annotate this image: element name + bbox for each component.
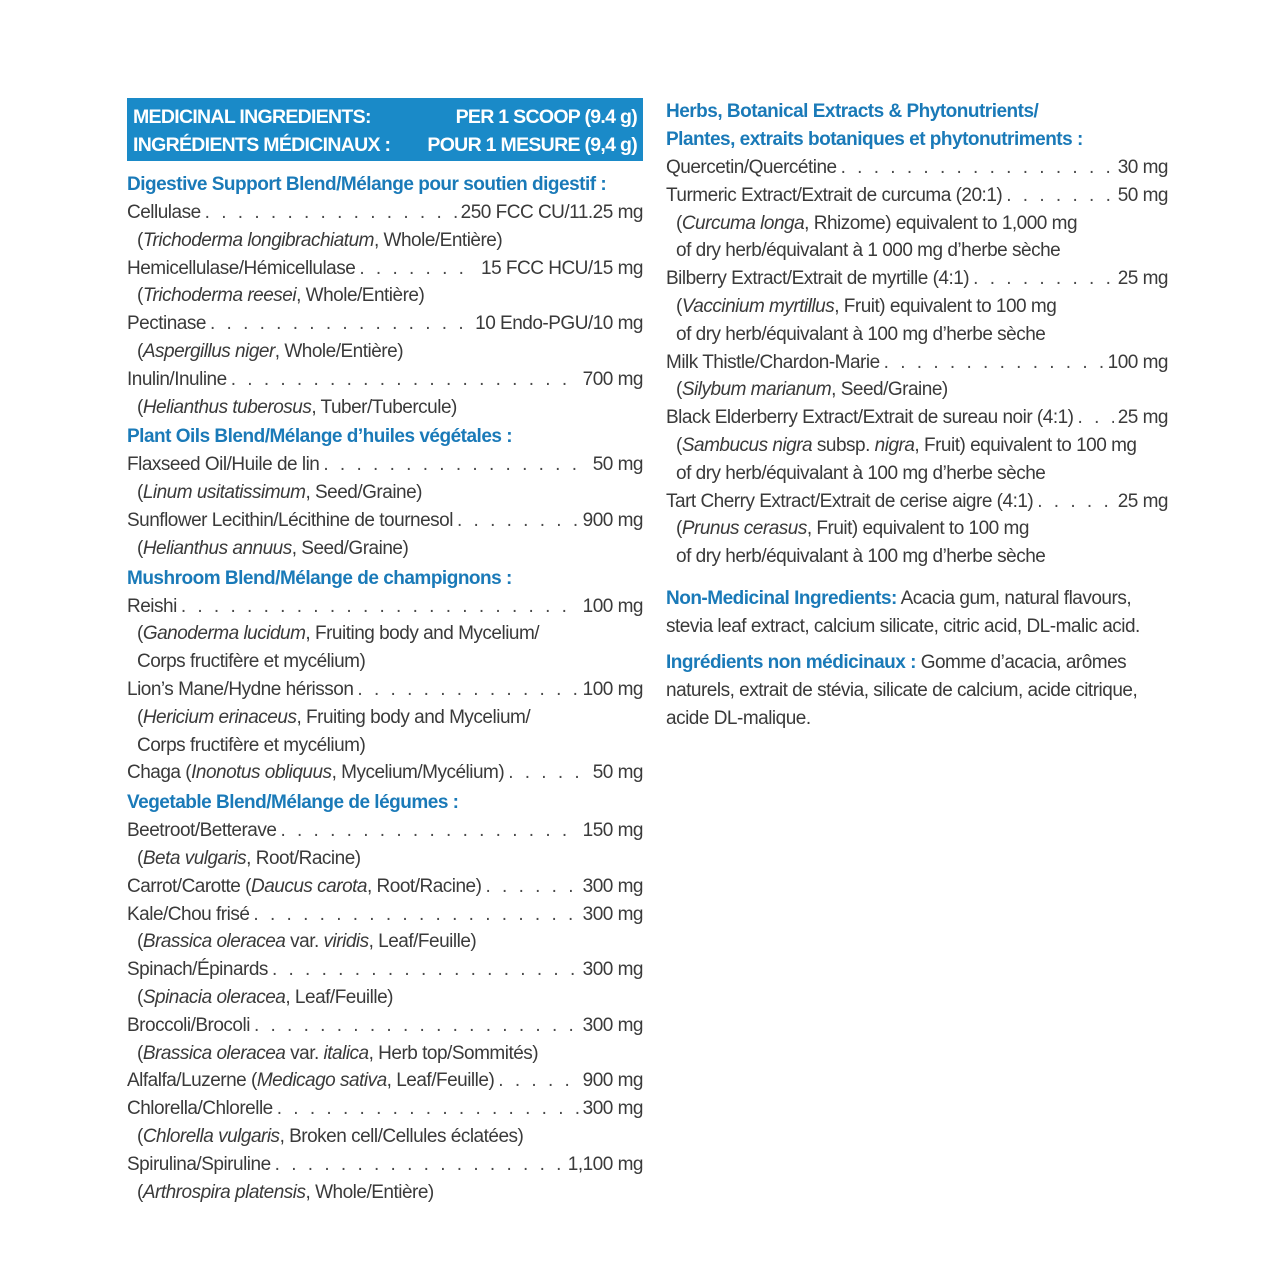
ingredient-source	[127, 535, 643, 563]
ingredient-source	[666, 293, 1168, 321]
leader-dots	[205, 199, 457, 227]
ingredient-name: Black Elderberry Extract/Extrait de sureau noir (4:1)	[666, 407, 1074, 429]
ingredient-row	[127, 817, 643, 845]
open-paren: (	[137, 285, 143, 307]
leader-dots	[272, 956, 579, 984]
source-detail: , Broken cell/Cellules éclatées)	[279, 1125, 524, 1147]
header-label-fr: INGRÉDIENTS MÉDICINAUX :	[133, 134, 391, 156]
ingredient-name: Turmeric Extract/Extrait de curcuma (20:1)	[666, 184, 1003, 206]
blend-title: Vegetable Blend/Mélange de légumes :	[127, 792, 459, 814]
open-paren: (	[137, 986, 143, 1008]
ingredient-name: Spirulina/Spiruline	[127, 1153, 271, 1175]
source-latin-name: Trichoderma longibrachiatum	[142, 229, 374, 251]
ingredient-amount: 15 FCC HCU/15 mg	[481, 257, 643, 279]
open-paren: (	[137, 706, 143, 728]
source-detail: , Whole/Entière)	[373, 229, 503, 251]
source-detail-2: , Herb top/Sommités)	[368, 1042, 539, 1064]
ingredient-amount: 300 mg	[582, 959, 643, 981]
ingredient-source	[127, 227, 643, 255]
ingredient-name	[127, 759, 504, 787]
leader-dots	[277, 1095, 579, 1123]
source-latin-name: Brassica oleracea	[142, 931, 286, 953]
ingredient-name: Bilberry Extract/Extrait de myrtille (4:1)	[666, 268, 970, 290]
ingredient-name-suffix: , Leaf/Feuille)	[386, 1070, 495, 1092]
ingredient-latin-name: Daucus carota	[250, 875, 367, 897]
ingredient-source-continued: of dry herb/équivalant à 1 000 mg d’herbe sèche	[676, 240, 1061, 262]
open-paren: (	[676, 212, 682, 234]
ingredient-name: Beetroot/Betterave	[127, 820, 277, 842]
ingredient-source	[666, 210, 1168, 238]
non-medicinal-en	[666, 585, 1168, 641]
ingredient-name: Broccoli/Brocoli	[127, 1014, 250, 1036]
leader-dots	[359, 255, 477, 283]
ingredient-row	[127, 759, 643, 787]
ingredient-source	[127, 845, 643, 873]
open-paren: (	[137, 482, 143, 504]
leader-dots	[498, 1067, 578, 1095]
ingredient-source	[127, 479, 643, 507]
ingredient-name-suffix: , Mycelium/Mycélium)	[331, 762, 505, 784]
botanicals-title-en: Herbs, Botanical Extracts & Phytonutrients/	[666, 101, 1039, 122]
ingredient-source	[127, 704, 643, 732]
ingredient-amount: 25 mg	[1117, 490, 1168, 512]
ingredient-name-prefix: Chaga (	[127, 762, 192, 784]
ingredient-source	[127, 1123, 643, 1151]
source-latin-name: Hericium erinaceus	[142, 706, 297, 728]
ingredient-amount: 300 mg	[582, 1098, 643, 1120]
ingredient-row	[666, 265, 1168, 293]
open-paren: (	[676, 379, 682, 401]
source-detail: , Fruiting body and Mycelium/	[305, 623, 540, 645]
source-detail: , Root/Racine)	[246, 847, 361, 869]
header-amount-fr: POUR 1 MESURE (9,4 g)	[427, 134, 637, 156]
leader-dots	[210, 310, 471, 338]
source-latin-name: Aspergillus niger	[142, 340, 275, 362]
ingredient-row	[127, 1067, 643, 1095]
ingredient-name: Sunflower Lecithin/Lécithine de tournesol	[127, 509, 453, 531]
ingredient-row	[127, 1012, 643, 1040]
ingredient-name: Reishi	[127, 595, 177, 617]
botanicals-column	[666, 98, 1168, 733]
ingredient-row	[127, 901, 643, 929]
ingredient-name: Tart Cherry Extract/Extrait de cerise aigre (4:1)	[666, 490, 1034, 512]
ingredient-row	[127, 507, 643, 535]
ingredient-source	[127, 984, 643, 1012]
ingredient-row	[127, 676, 643, 704]
source-detail: , Whole/Entière)	[274, 340, 404, 362]
leader-dots	[841, 154, 1114, 182]
source-latin-variety: nigra	[874, 434, 915, 456]
leader-dots	[231, 366, 579, 394]
ingredient-latin-name: Medicago sativa	[256, 1070, 387, 1092]
ingredient-name: Chlorella/Chlorelle	[127, 1098, 273, 1120]
source-detail: subsp.	[812, 434, 875, 456]
leader-dots	[1078, 404, 1114, 432]
ingredient-name: Inulin/Inuline	[127, 368, 227, 390]
ingredient-name: Milk Thistle/Chardon-Marie	[666, 351, 880, 373]
ingredient-amount: 50 mg	[1117, 184, 1168, 206]
source-latin-variety: viridis	[323, 931, 369, 953]
ingredient-name: Kale/Chou frisé	[127, 903, 250, 925]
non-medicinal-label-en: Non-Medicinal Ingredients:	[666, 587, 897, 609]
ingredient-source	[127, 1179, 643, 1207]
ingredient-source-continued: Corps fructifère et mycélium)	[137, 734, 366, 756]
ingredient-amount: 50 mg	[592, 454, 643, 476]
ingredient-name: Hemicellulase/Hémicellulase	[127, 257, 356, 279]
non-medicinal-text-fr-2: naturels, extrait de stévia, silicate de calcium, acide citrique,	[666, 679, 1138, 701]
source-latin-variety: italica	[323, 1042, 369, 1064]
ingredient-name: Lion’s Mane/Hydne hérisson	[127, 678, 354, 700]
leader-dots	[254, 1012, 579, 1040]
open-paren: (	[137, 537, 143, 559]
leader-dots	[280, 817, 578, 845]
source-latin-name: Ganoderma lucidum	[142, 623, 306, 645]
open-paren: (	[676, 434, 682, 456]
open-paren: (	[137, 340, 143, 362]
non-medicinal-text-fr: Gomme d’acacia, arômes	[915, 651, 1127, 673]
source-detail: , Whole/Entière)	[296, 285, 425, 307]
ingredient-name	[127, 1067, 494, 1095]
open-paren: (	[137, 396, 143, 418]
source-detail: , Fruiting body and Mycelium/	[296, 706, 531, 728]
ingredient-row	[666, 404, 1168, 432]
source-detail: var.	[285, 1042, 324, 1064]
source-latin-name: Helianthus annuus	[142, 537, 292, 559]
source-detail-2: , Leaf/Feuille)	[368, 931, 477, 953]
ingredient-source	[127, 928, 643, 956]
ingredient-amount: 100 mg	[582, 595, 643, 617]
open-paren: (	[676, 518, 682, 540]
ingredient-source	[666, 432, 1168, 460]
leader-dots	[1006, 182, 1113, 210]
source-detail: , Seed/Graine)	[831, 379, 948, 401]
ingredient-source	[666, 515, 1168, 543]
ingredient-row	[127, 1151, 643, 1179]
source-detail: , Seed/Graine)	[291, 537, 409, 559]
ingredient-name: Pectinase	[127, 313, 206, 335]
open-paren: (	[676, 295, 682, 317]
ingredient-source	[666, 376, 1168, 404]
leader-dots	[357, 676, 578, 704]
leader-dots	[884, 349, 1104, 377]
leader-dots	[323, 451, 588, 479]
ingredient-amount: 25 mg	[1117, 268, 1168, 290]
leader-dots	[275, 1151, 564, 1179]
medicinal-ingredients-header	[127, 98, 643, 161]
ingredient-row	[666, 349, 1168, 377]
ingredient-name: Cellulase	[127, 202, 201, 223]
ingredient-amount: 30 mg	[1117, 157, 1168, 178]
source-latin-name: Vaccinium myrtillus	[681, 295, 835, 317]
blend-title: Digestive Support Blend/Mélange pour soutien digestif :	[127, 174, 607, 195]
source-latin-name: Linum usitatissimum	[142, 482, 306, 504]
ingredient-name-prefix: Carrot/Carotte (	[127, 875, 251, 897]
non-medicinal-text-en: Acacia gum, natural flavours,	[896, 587, 1132, 609]
ingredient-name: Flaxseed Oil/Huile de lin	[127, 454, 320, 476]
source-latin-name: Arthrospira platensis	[142, 1181, 306, 1203]
open-paren: (	[137, 847, 143, 869]
source-latin-name: Silybum marianum	[681, 379, 832, 401]
ingredient-amount: 150 mg	[582, 820, 643, 842]
ingredient-name-prefix: Alfalfa/Luzerne (	[127, 1070, 257, 1092]
ingredient-latin-name: Inonotus obliquus	[191, 762, 332, 784]
non-medicinal-label-fr: Ingrédients non médicinaux :	[666, 651, 916, 673]
ingredient-name: Spinach/Épinards	[127, 959, 268, 981]
leader-dots	[181, 593, 579, 621]
ingredient-amount: 25 mg	[1117, 407, 1168, 429]
source-latin-name: Beta vulgaris	[142, 847, 247, 869]
open-paren: (	[137, 1181, 143, 1203]
ingredient-source-continued: of dry herb/équivalant à 100 mg d’herbe sèche	[676, 462, 1046, 484]
source-latin-name: Brassica oleracea	[142, 1042, 286, 1064]
ingredient-row	[127, 199, 643, 227]
ingredient-source	[127, 394, 643, 422]
ingredient-row	[127, 873, 643, 901]
ingredient-amount: 300 mg	[582, 1014, 643, 1036]
ingredient-amount: 10 Endo-PGU/10 mg	[475, 313, 643, 335]
ingredient-row	[666, 182, 1168, 210]
leader-dots	[508, 759, 589, 787]
leader-dots	[457, 507, 579, 535]
source-latin-name: Prunus cerasus	[681, 518, 807, 540]
source-latin-name: Trichoderma reesei	[142, 285, 297, 307]
ingredient-row	[127, 451, 643, 479]
ingredient-name: Quercetin/Quercétine	[666, 157, 837, 178]
botanicals-list	[666, 154, 1168, 571]
source-latin-name: Helianthus tuberosus	[142, 396, 312, 418]
header-label-en: MEDICINAL INGREDIENTS:	[133, 106, 371, 128]
source-detail: , Leaf/Feuille)	[285, 986, 393, 1008]
ingredient-amount: 100 mg	[1107, 351, 1168, 373]
open-paren: (	[137, 623, 143, 645]
ingredient-row	[666, 488, 1168, 516]
source-latin-name: Curcuma longa	[681, 212, 805, 234]
non-medicinal-fr	[666, 649, 1168, 733]
ingredient-row	[127, 255, 643, 283]
ingredient-amount: 900 mg	[582, 1070, 643, 1092]
ingredient-amount: 900 mg	[582, 509, 643, 531]
source-latin-name: Chlorella vulgaris	[142, 1125, 280, 1147]
non-medicinal-text-fr-3: acide DL-malique.	[666, 707, 811, 729]
source-detail: , Fruit) equivalent to 100 mg	[834, 295, 1057, 317]
ingredient-source-continued: of dry herb/équivalant à 100 mg d’herbe sèche	[676, 323, 1046, 345]
source-detail: var.	[285, 931, 324, 953]
leader-dots	[253, 901, 578, 929]
ingredient-amount: 300 mg	[582, 903, 643, 925]
ingredient-amount: 300 mg	[582, 875, 643, 897]
open-paren: (	[137, 931, 143, 953]
ingredient-amount: 100 mg	[582, 678, 643, 700]
ingredient-amount: 1,100 mg	[567, 1153, 643, 1175]
ingredient-amount: 700 mg	[582, 368, 643, 390]
ingredient-name	[127, 873, 481, 901]
source-detail: , Fruit) equivalent to 100 mg	[806, 518, 1029, 540]
ingredient-row	[127, 366, 643, 394]
ingredient-source	[127, 1040, 643, 1068]
source-latin-name: Sambucus nigra	[681, 434, 813, 456]
open-paren: (	[137, 229, 143, 251]
ingredient-row	[127, 593, 643, 621]
ingredient-source-continued: of dry herb/équivalant à 100 mg d’herbe sèche	[676, 546, 1046, 568]
ingredient-row	[127, 1095, 643, 1123]
leader-dots	[485, 873, 578, 901]
botanicals-title-fr: Plantes, extraits botaniques et phytonutriments :	[666, 129, 1083, 150]
source-detail: , Rhizome) equivalent to 1,000 mg	[804, 212, 1078, 234]
leader-dots	[973, 265, 1114, 293]
ingredient-row	[127, 956, 643, 984]
medicinal-ingredients-column	[127, 98, 643, 1206]
ingredient-source	[127, 620, 643, 648]
ingredient-source	[127, 338, 643, 366]
ingredient-amount: 250 FCC CU/11.25 mg	[460, 202, 643, 223]
source-detail: , Seed/Graine)	[305, 482, 423, 504]
non-medicinal-text-en-2: stevia leaf extract, calcium silicate, citric acid, DL-malic acid.	[666, 615, 1140, 637]
source-detail-2: , Fruit) equivalent to 100 mg	[914, 434, 1137, 456]
open-paren: (	[137, 1042, 143, 1064]
ingredient-row	[127, 310, 643, 338]
ingredient-row	[666, 154, 1168, 182]
open-paren: (	[137, 1125, 143, 1147]
header-amount-en: PER 1 SCOOP (9.4 g)	[455, 106, 637, 128]
blend-title: Plant Oils Blend/Mélange d’huiles végétales :	[127, 426, 513, 448]
ingredient-name-suffix: , Root/Racine)	[367, 875, 482, 897]
blend-title: Mushroom Blend/Mélange de champignons :	[127, 567, 512, 589]
ingredient-amount: 50 mg	[592, 762, 643, 784]
source-latin-name: Spinacia oleracea	[142, 986, 286, 1008]
ingredient-source	[127, 282, 643, 310]
source-detail: , Tuber/Tubercule)	[311, 396, 457, 418]
ingredient-source-continued: Corps fructifère et mycélium)	[137, 651, 366, 673]
source-detail: , Whole/Entière)	[305, 1181, 434, 1203]
leader-dots	[1037, 488, 1113, 516]
left-ingredient-list	[127, 171, 643, 1206]
